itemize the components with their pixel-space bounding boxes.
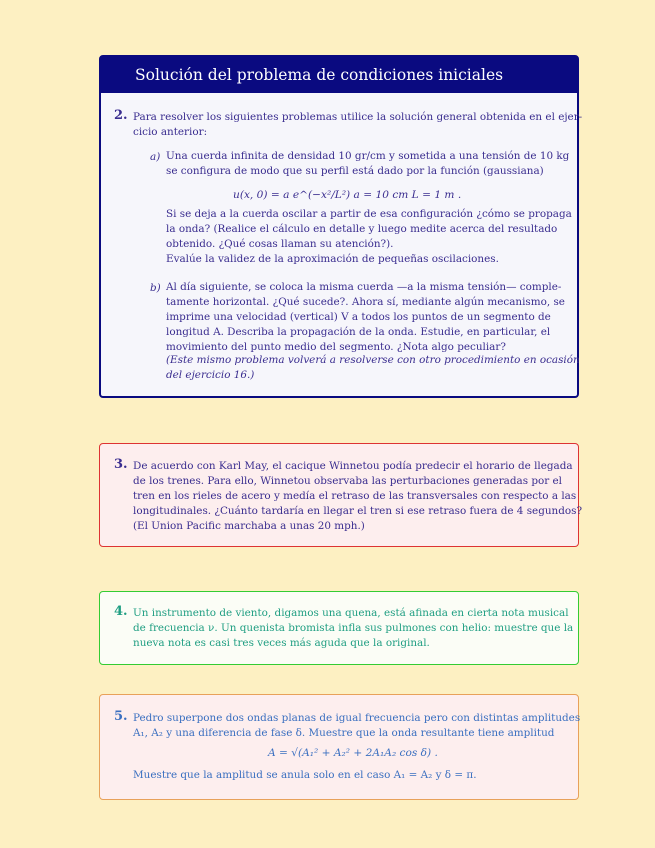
item-b-label: b)	[150, 282, 161, 294]
item-a-label: a)	[150, 151, 161, 163]
text-line: obtenido. ¿Qué cosas llaman su atención?).	[166, 238, 394, 250]
problem-5-number: 5.	[114, 709, 128, 724]
item-a-text-2	[166, 207, 572, 267]
text-line: Una cuerda infinita de densidad 10 gr/cm y sometida a una tensión de 10 kg	[166, 150, 570, 162]
problem-4-number: 4.	[114, 604, 128, 619]
text-line: tamente horizontal. ¿Qué sucede?. Ahora sí, mediante algún mecanismo, se	[166, 296, 565, 308]
text-line: A₁, A₂ y una diferencia de fase δ. Muestre que la onda resultante tiene amplitud	[133, 727, 555, 739]
text-line: Evalúe la validez de la aproximación de pequeñas oscilaciones.	[166, 253, 499, 265]
text-line: de los trenes. Para ello, Winnetou observaba las perturbaciones generadas por el	[133, 475, 562, 487]
gaussian-equation: u(x, 0) = a e^(−x²/L²) a = 10 cm L = 1 m .	[233, 189, 462, 201]
problem-3-text	[133, 459, 583, 534]
text-line: de frecuencia ν. Un quenista bromista infla sus pulmones con helio: muestre que la	[133, 622, 574, 634]
text-line: cicio anterior:	[133, 126, 208, 138]
item-a-text	[166, 149, 570, 179]
item-b-note	[166, 353, 580, 383]
text-line: (El Union Pacific marchaba a unas 20 mph.)	[133, 520, 365, 532]
amplitude-equation: A = √(A₁² + A₂² + 2A₁A₂ cos δ) .	[268, 747, 438, 759]
text-line: Al día siguiente, se coloca la misma cuerda —a la misma tensión— comple-	[166, 281, 562, 293]
text-line: longitud A. Describa la propagación de la onda. Estudie, en particular, el	[166, 326, 551, 338]
text-line: movimiento del punto medio del segmento. ¿Nota algo peculiar?	[166, 341, 506, 353]
text-line: (Este mismo problema volverá a resolverse con otro procedimiento en ocasión	[166, 354, 580, 366]
problem-3-number: 3.	[114, 457, 128, 472]
text-line: la onda? (Realice el cálculo en detalle y luego medite acerca del resultado	[166, 223, 558, 235]
text-line: De acuerdo con Karl May, el cacique Winnetou podía predecir el horario de llegada	[133, 460, 573, 472]
problem-4-text	[133, 606, 574, 651]
text-line: Pedro superpone dos ondas planas de igual frecuencia pero con distintas amplitudes	[133, 712, 581, 724]
text-line: Para resolver los siguientes problemas utilice la solución general obtenida en el ejer-	[133, 111, 583, 123]
problem-2-title: Solución del problema de condiciones iniciales	[101, 57, 577, 93]
problem-2-number: 2.	[114, 108, 128, 123]
problem-5-last-line	[133, 768, 563, 783]
problem-2-intro	[133, 110, 583, 140]
text-line: del ejercicio 16.)	[166, 369, 255, 381]
problem-5-text	[133, 711, 581, 741]
text-line: Si se deja a la cuerda oscilar a partir de esa configuración ¿cómo se propaga	[166, 208, 572, 220]
text-line: nueva nota es casi tres veces más aguda que la original.	[133, 637, 430, 649]
text-line: tren en los rieles de acero y medía el retraso de las transversales con respecto a las	[133, 490, 577, 502]
text-line: longitudinales. ¿Cuánto tardaría en llegar el tren si ese retraso fuera de 4 segundos?	[133, 505, 583, 517]
text-line: imprime una velocidad (vertical) V a todos los puntos de un segmento de	[166, 311, 551, 323]
text-line: Un instrumento de viento, digamos una quena, está afinada en cierta nota musical	[133, 607, 569, 619]
item-b-text	[166, 280, 565, 355]
text-line: Muestre que la amplitud se anula solo en el caso A₁ = A₂ y δ = π.	[133, 769, 477, 781]
text-line: se configura de modo que su perfil está dado por la función (gaussiana)	[166, 165, 544, 177]
